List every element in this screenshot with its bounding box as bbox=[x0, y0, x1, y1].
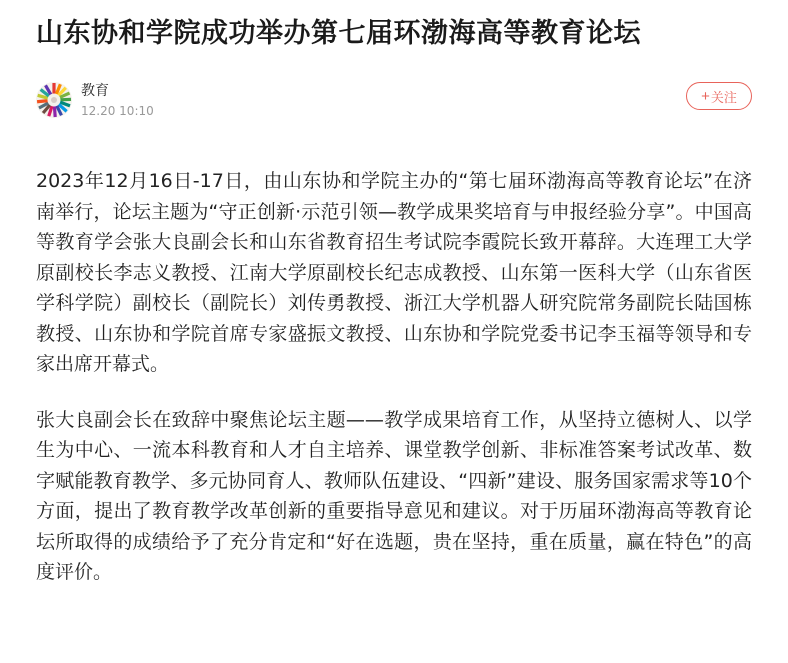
author-avatar[interactable] bbox=[36, 82, 72, 118]
author-bar bbox=[36, 82, 752, 126]
colorful-pencils-avatar-icon bbox=[36, 82, 72, 118]
follow-button[interactable] bbox=[686, 82, 752, 110]
plus-icon: + bbox=[701, 87, 710, 105]
body-paragraph: 2023年12月16日-17日，由山东协和学院主办的“第七届环渤海高等教育论坛”在济南举行，论坛主题为“守正创新·示范引领—教学成果奖培育与申报经验分享”。中国高等教育学会张大良副会长和山东省教育招生考试院李霞院长致开幕辞。大连理工大学原副校长李志义教授、江南大学原副校长纪志成教授、山东第一医科大学（山东省医学科学院）副校长（副院长）刘传勇教授、浙江大学机器人研究院常务副院长陆国栋教授、山东协和学院首席专家盛振文教授、山东协和学院党委书记李玉福等领导和专家出席开幕式。 bbox=[36, 170, 752, 375]
publish-time: 12.20 10:10 bbox=[81, 104, 154, 118]
author-name[interactable]: 教育 bbox=[81, 83, 109, 99]
article-body bbox=[36, 166, 752, 588]
article-title: 山东协和学院成功举办第七届环渤海高等教育论坛 bbox=[36, 18, 641, 49]
body-paragraph: 张大良副会长在致辞中聚焦论坛主题——教学成果培育工作，从坚持立德树人、以学生为中心、一流本科教育和人才自主培养、课堂教学创新、非标准答案考试改革、数字赋能教育教学、多元协同育人、教师队伍建设、“四新”建设、服务国家需求等10个方面，提出了教育教学改革创新的重要指导意见和建议。对于历届环渤海高等教育论坛所取得的成绩给予了充分肯定和“好在选题，贵在坚持，重在质量，赢在特色”的高度评价。 bbox=[36, 408, 752, 583]
follow-label: 关注 bbox=[710, 89, 737, 105]
